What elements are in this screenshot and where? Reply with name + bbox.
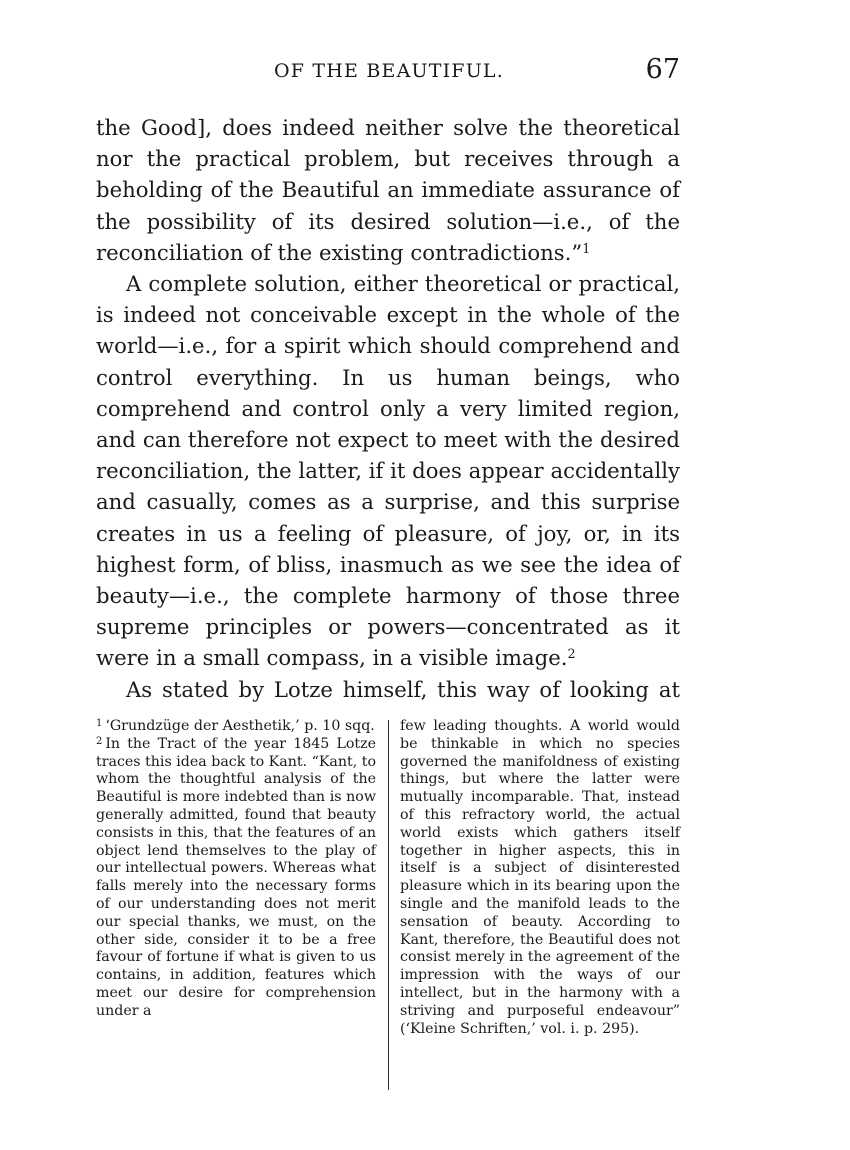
footnote-2-mark: 2	[96, 735, 103, 747]
paragraph-2	[96, 268, 680, 674]
footnote-2-start	[96, 736, 376, 1021]
paragraph-1-text: the Good], does indeed neither solve the theoretical nor the practical problem, but receives through a beholding of the Beautiful an immediate assurance of the possibility of its desired solution—i.e., of the reconciliation of the existing contradictions.”	[96, 115, 680, 265]
column-divider	[388, 720, 389, 1090]
footnote-ref-2: 2	[567, 646, 576, 662]
footnote-1	[96, 718, 376, 736]
paragraph-1	[96, 112, 680, 268]
page-number: 67	[645, 54, 680, 85]
footnotes-left-column	[96, 718, 376, 1021]
footnote-2-text-left: In the Tract of the year 1845 Lotze traces this idea back to Kant. “Kant, to whom the thoughtful analysis of the Beautiful is more indebted than is now generally admitted, found that beauty consists in this, that the features of an object lend themselves to the play of our intellectual powers. Whereas what falls merely into the necessary forms of our understanding does not merit our special thanks, we must, on the other side, consider it to be a free favour of fortune if what is given to us contains, in addition, features which meet our desire for comprehension under a	[96, 735, 376, 1019]
footnote-ref-1: 1	[582, 240, 591, 256]
footnote-1-mark: 1	[96, 718, 103, 730]
footnotes-right-column	[400, 718, 680, 1038]
paragraph-3: As stated by Lotze himself, this way of looking at	[126, 676, 680, 702]
running-title: OF THE BEAUTIFUL.	[274, 60, 504, 82]
main-text	[96, 112, 680, 705]
footnote-2-continued: few leading thoughts. A world would be thinkable in which no species governed the manifoldness of existing things, but where the latter were mutually incomparable. That, instead of this refractory world, the actual world exists which gathers itself together in higher aspects, this in itself is a subject of disinterested pleasure which in its bearing upon the single and the manifold leads to the sensation of beauty. According to Kant, therefore, the Beautiful does not consist merely in the agreement of the impression with the ways of our intellect, but in the harmony with a striving and purposeful endeavour” (‘Kleine Schriften,’ vol. i. p. 295).	[400, 718, 680, 1037]
footnotes	[96, 718, 680, 1098]
page-header	[96, 54, 682, 98]
footnote-1-text: ‘Grundzüge der Aesthetik,’ p. 10 sqq.	[105, 718, 375, 734]
paragraph-2-text: A complete solution, either theoretical or practical, is indeed not conceivable except in the whole of the world—i.e., for a spirit which should comprehend and control everything. In us human beings, who comprehend and control only a very limited region, and can therefore not expect to meet with the desired reconciliation, the latter, if it does appear accidentally and casually, comes as a surprise, and this surprise creates in us a feeling of pleasure, of joy, or, in its highest form, of bliss, inasmuch as we see the idea of beauty—i.e., the complete harmony of those three supreme principles or powers—concentrated as it were in a small compass, in a visible image.	[96, 271, 680, 671]
